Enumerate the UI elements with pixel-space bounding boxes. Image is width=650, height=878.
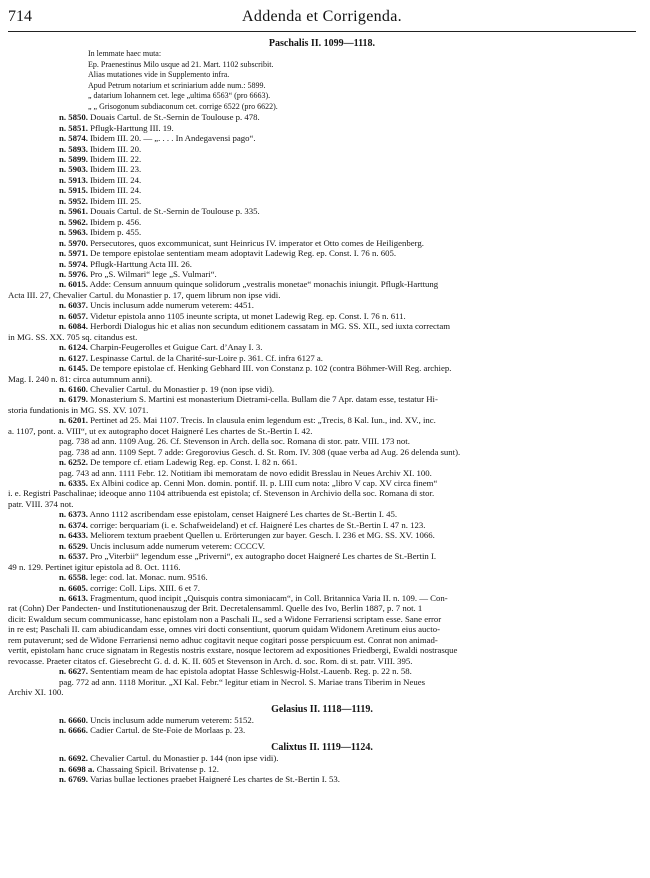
entry-line — [8, 530, 636, 540]
line-text: Uncis inclusum adde numerum veterem: CCCCV. — [87, 540, 265, 551]
entry-line — [8, 583, 636, 593]
line-text: Adde: Censum annuum quinque solidorum „vestralis monetae“ monachis iniungit. Pflugk-Harttung — [87, 279, 439, 290]
entry-line — [8, 133, 636, 143]
line-text: Videtur epistola anno 1105 ineunte scripta, ut monet Ladewig Reg. ep. Const. I. 76 n. 611. — [87, 310, 406, 321]
line-text: Ibidem III. 24. — [87, 174, 142, 185]
entry-number: n. 6124. — [59, 342, 88, 353]
section-gap — [8, 736, 636, 741]
entry-line — [8, 478, 636, 488]
section-heading: Paschalis II. 1099—1118. — [268, 38, 376, 49]
entry-number: n. 6179. — [59, 394, 88, 405]
entry-line — [8, 164, 636, 174]
entry-line — [8, 279, 636, 289]
line-text: Douais Cartul. de St.-Sernin de Toulouse p. 478. — [87, 112, 260, 123]
section-gap — [8, 698, 636, 703]
page-number: 714 — [8, 8, 32, 25]
entry-number: n. 6433. — [59, 530, 88, 541]
line-text: Ibidem III. 24. — [87, 185, 142, 196]
lemma-note-line — [8, 81, 636, 91]
entry-line — [8, 217, 636, 227]
entry-line — [8, 551, 636, 561]
lemma-note-line — [8, 91, 636, 101]
text-line — [8, 624, 636, 634]
line-text: corrige: Coll. Lips. XIII. 6 et 7. — [87, 582, 200, 593]
entry-number: n. 5899. — [59, 153, 88, 164]
entry-line — [8, 353, 636, 363]
entry-number: n. 5963. — [59, 227, 88, 238]
lemma-note-line — [8, 49, 636, 59]
line-text: Pflugk-Harttung III. 19. — [87, 122, 174, 133]
line-text: „ „ Grisogonum subdiaconum cet. corrige 6522 (pro 6622). — [88, 101, 278, 111]
text-line — [8, 436, 636, 446]
line-text: a. 1107, pont. a. VIII“, ut ex autographo docet Haigneré Les chartes de St.-Bertin I. 42. — [8, 425, 313, 436]
line-text: Chevalier Cartul. du Monastier p. 19 (non ipse vidi). — [87, 383, 275, 394]
entry-line — [8, 415, 636, 425]
entry-line — [8, 154, 636, 164]
line-text: Mag. I. 240 n. 81: circa autumnum anni). — [8, 373, 153, 384]
text-line — [8, 603, 636, 613]
entry-line — [8, 541, 636, 551]
entry-line — [8, 259, 636, 269]
entry-line — [8, 248, 636, 258]
line-text: Uncis inclusum adde numerum veterem: 5152. — [87, 715, 254, 725]
line-text: Cadier Cartul. de Ste-Foie de Morlaas p. 23. — [87, 725, 246, 736]
line-text: rem putaverunt; sed de Widone Ferrariensi nemo adhuc cogitavit neque cogitari posse perspicuum est. Conrat non animad- — [8, 634, 438, 645]
entry-line — [8, 753, 636, 763]
entry-number: n. 6613. — [59, 593, 88, 604]
text-line — [8, 468, 636, 478]
line-text: i. e. Registri Paschalinae; ideoque anno 1104 attribuenda est epistola; cf. Stevenson in Archivio della soc. Romana di stor. — [8, 488, 435, 499]
line-text: pag. 738 ad ann. 1109 Sept. 7 adde: Gregorovius Gesch. d. St. Rom. IV. 308 (quae verba ad Aug. 26 delenda sunt). — [59, 446, 461, 457]
entry-number: n. 6252. — [59, 457, 88, 468]
text-line — [8, 562, 636, 572]
line-text: pag. 743 ad ann. 1111 Febr. 12. Notitiam ibi memoratam de novo edidit Bresslau in Neues Archiv XI. 100. — [59, 467, 432, 478]
line-text: 49 n. 129. Pertinet igitur epistola ad 8. Oct. 1116. — [8, 561, 181, 572]
entry-line — [8, 321, 636, 331]
entry-number: n. 6666. — [59, 725, 88, 736]
line-text: Alias mutationes vide in Supplemento infra. — [88, 70, 230, 80]
text-line — [8, 426, 636, 436]
entry-number: n. 6037. — [59, 300, 88, 311]
entry-line — [8, 123, 636, 133]
line-text: revocasse. Praeter citatos cf. Giesebrecht G. d. d. K. II. 605 et Stevenson in Arch. d. soc. Rom. di st. patr. VIII. 395. — [8, 655, 413, 666]
entry-number: n. 5850. — [59, 112, 88, 123]
line-text: Pro „Viterbii“ legendum esse „Priverni“, ex autographo docet Haigneré Les chartes de St.-Bertin I. — [87, 551, 437, 562]
entry-number: n. 6529. — [59, 540, 88, 551]
entry-line — [8, 227, 636, 237]
text-line — [8, 614, 636, 624]
entry-number: n. 5915. — [59, 185, 88, 196]
entry-line — [8, 593, 636, 603]
line-text: dicit: Ewaldum secum communicasse, hanc epistolam non a Paschali II., sed a Widone Ferrariensi scriptam esse. Sane error — [8, 613, 442, 624]
line-text: vertit, epistolam hanc cruce signatam in Regestis nostris exstare, nosque lectorem ad expositiones Friedbergi, Ewaldi nostrasque — [8, 645, 458, 656]
line-text: Ibidem p. 455. — [87, 227, 142, 238]
line-text: Ibidem III. 25. — [87, 195, 142, 206]
line-text: pag. 738 ad ann. 1109 Aug. 26. Cf. Stevenson in Arch. della soc. Romana di stor. patr. VIII. 173 not. — [59, 436, 410, 447]
entry-line — [8, 715, 636, 725]
entry-line — [8, 300, 636, 310]
line-text: Pflugk-Harttung Acta III. 26. — [87, 258, 192, 269]
entry-line — [8, 175, 636, 185]
entry-number: n. 6627. — [59, 666, 88, 677]
entry-number: n. 6145. — [59, 363, 88, 374]
line-text: Chevalier Cartul. du Monastier p. 144 (non ipse vidi). — [87, 753, 279, 764]
line-text: Fragmentum, quod incipit „Quisquis contra simoniacam“, in Coll. Britannica Varia II. n. 109. — Con- — [87, 593, 448, 604]
entry-line — [8, 363, 636, 373]
entry-number: n. 5974. — [59, 258, 88, 269]
entry-number: n. 6692. — [59, 753, 88, 764]
line-text: De tempore epistolae sententiam meam adoptavit Ladewig Reg. ep. Const. I. 76 n. 605. — [87, 248, 397, 259]
line-text: Chassaing Spicil. Brivatense p. 12. — [94, 763, 219, 774]
entry-line — [8, 572, 636, 582]
line-text: Ibidem III. 23. — [87, 164, 142, 175]
entry-number: n. 5971. — [59, 248, 88, 259]
entry-number: n. 5913. — [59, 174, 88, 185]
running-header — [8, 8, 636, 30]
text-line — [8, 635, 636, 645]
entry-number: n. 5952. — [59, 195, 88, 206]
line-text: Apud Petrum notarium et scriniarium adde num.: 5899. — [88, 80, 266, 90]
header-rule — [8, 31, 636, 32]
entry-number: n. 5903. — [59, 164, 88, 175]
line-text: pag. 772 ad ann. 1118 Moritur. „XI Kal. Febr.“ legitur etiam in Necrol. S. Mariae trans Tiberim in Neues — [59, 676, 426, 687]
line-text: Charpin-Feugerolles et Guigue Cart. d’Anay I. 3. — [87, 342, 263, 353]
entry-number: n. 6769. — [59, 774, 88, 785]
line-text: lege: cod. lat. Monac. num. 9516. — [87, 572, 208, 583]
entry-number: n. 6201. — [59, 415, 88, 426]
line-text: patr. VIII. 374 not. — [8, 498, 74, 509]
entry-number: n. 6605. — [59, 582, 88, 593]
entry-number: n. 6127. — [59, 352, 88, 363]
line-text: Acta III. 27, Chevalier Cartul. du Monastier p. 17, quem librum non ipse vidi. — [8, 289, 281, 300]
entry-number: n. 5893. — [59, 143, 88, 154]
line-text: corrige: berquariam (i. e. Schafweideland) et cf. Haigneré Les chartes de St.-Bertin I. 47 n. 123. — [87, 519, 426, 530]
entry-number: n. 5851. — [59, 122, 88, 133]
entry-number: n. 5962. — [59, 216, 88, 227]
entry-line — [8, 196, 636, 206]
entry-line — [8, 144, 636, 154]
entry-number: n. 6698 a. — [59, 763, 95, 774]
line-text: Ibidem III. 22. — [87, 153, 142, 164]
line-text: In lemmate haec muta: — [88, 49, 162, 59]
entry-number: n. 6558. — [59, 572, 88, 583]
entry-number: n. 6373. — [59, 509, 88, 520]
entry-line — [8, 725, 636, 735]
entry-number: n. 6335. — [59, 478, 88, 489]
line-text: Douais Cartul. de St.-Sernin de Toulouse p. 335. — [87, 206, 260, 217]
line-text: Persecutores, quos excommunicat, sunt Heinricus IV. imperator et Otto comes de Heiligenberg. — [87, 237, 424, 248]
text-line — [8, 656, 636, 666]
line-text: Ex Albini codice ap. Cenni Mon. domin. pontif. II. p. LIII cum nota: „libro V cap. XV circa finem“ — [87, 478, 438, 489]
line-text: Pertinet ad 25. Mai 1107. Trecis. In clausula enim legendum est: „Trecis, 8 Kal. Iun., ind. XV., inc. — [87, 415, 436, 426]
lemma-note-line — [8, 70, 636, 80]
entry-line — [8, 509, 636, 519]
text-line — [8, 677, 636, 687]
line-text: Uncis inclusum adde numerum veterem: 4451. — [87, 300, 254, 311]
text-line — [8, 405, 636, 415]
text-line — [8, 488, 636, 498]
lemma-note-line — [8, 60, 636, 70]
lemma-note-line — [8, 102, 636, 112]
entry-line — [8, 342, 636, 352]
line-text: Varias bullae lectiones praebet Haigneré Les chartes de St.-Bertin I. 53. — [87, 774, 340, 785]
line-text: Archiv XI. 100. — [8, 687, 64, 698]
entry-number: n. 5976. — [59, 268, 88, 279]
entry-line — [8, 394, 636, 404]
line-text: De tempore epistolae cf. Henking Gebhard III. von Constanz p. 102 (contra Böhmer-Will Reg. archiep. — [87, 363, 452, 374]
line-text: Ibidem III. 20. — [87, 143, 142, 154]
entry-line — [8, 238, 636, 248]
entry-number: n. 5874. — [59, 133, 88, 144]
entry-line — [8, 269, 636, 279]
entry-number: n. 5970. — [59, 237, 88, 248]
entry-number: n. 6160. — [59, 383, 88, 394]
entry-line — [8, 112, 636, 122]
line-text: Ibidem p. 456. — [87, 216, 142, 227]
entry-line — [8, 185, 636, 195]
line-text: Meliorem textum praebent Quellen u. Erörterungen zur bayer. Gesch. I. 236 et MG. SS. XV. 1066. — [87, 530, 435, 541]
entry-number: n. 6660. — [59, 715, 88, 725]
entry-line — [8, 520, 636, 530]
entry-number: n. 5961. — [59, 206, 88, 217]
line-text: „ datarium Iohannem cet. lege „ultima 6563“ (pro 6663). — [88, 91, 271, 101]
line-text: Herbordi Dialogus hic et alias non secundum editionem cassatam in MG. SS. XII., sed iuxta correctam — [87, 321, 451, 332]
text-line — [8, 499, 636, 509]
line-text: Anno 1112 ascribendam esse epistolam, censet Haigneré Les chartes de St.-Bertin I. 45. — [87, 509, 398, 520]
text-line — [8, 374, 636, 384]
running-title: Addenda et Corrigenda. — [242, 8, 402, 25]
text-line — [8, 447, 636, 457]
line-text: De tempore cf. etiam Ladewig Reg. ep. Const. I. 82 n. 661. — [87, 457, 298, 468]
entry-line — [8, 774, 636, 784]
line-text: Pro „S. Wilmari“ lege „S. Vulmari“. — [87, 268, 217, 279]
line-text: Ibidem III. 20. — „. . . . In Andegavensi pago“. — [87, 133, 256, 144]
entry-line — [8, 457, 636, 467]
text-line — [8, 290, 636, 300]
entry-line — [8, 206, 636, 216]
line-text: rat (Cohn) Der Pandecten- und Institutionenauszug der Brit. Decretalensamml. Quelle des Ivo, Berlin 1887, p. 7 not. 1 — [8, 603, 423, 614]
entry-number: n. 6374. — [59, 519, 88, 530]
entry-number: n. 6057. — [59, 310, 88, 321]
line-text: storia fundationis in MG. SS. XV. 1071. — [8, 404, 149, 415]
line-text: Lespinasse Cartul. de la Charité-sur-Loire p. 361. Cf. infra 6127 a. — [87, 352, 323, 363]
text-line — [8, 687, 636, 697]
line-text: in re est; Paschali II. cam abiudicandam esse, omnes viri docti consentiunt, quorum quidam Widonem Aretinum eius aucto- — [8, 624, 441, 635]
entry-line — [8, 311, 636, 321]
section-heading: Calixtus II. 1119—1124. — [271, 741, 373, 753]
section-heading: Gelasius II. 1118—1119. — [271, 703, 373, 715]
text-line — [8, 332, 636, 342]
entry-line — [8, 764, 636, 774]
line-text: Monasterium S. Martini est monasterium Dietrami-cella. Bullam die 7 Apr. datam esse, testatur Hi- — [87, 394, 438, 405]
line-text: Sententiam meam de hac epistola adoptat Hasse Schleswig-Holst.-Lauenb. Reg. p. 22 n. 58. — [87, 666, 412, 677]
line-text: in MG. SS. XX. 705 sq. citandus est. — [8, 331, 138, 342]
body-text — [8, 37, 636, 785]
text-line — [8, 645, 636, 655]
entry-number: n. 6537. — [59, 551, 88, 562]
line-text: Ep. Praenestinus Milo usque ad 21. Mart. 1102 subscribit. — [88, 59, 274, 69]
entry-number: n. 6015. — [59, 279, 88, 290]
entry-line — [8, 666, 636, 676]
entry-number: n. 6084. — [59, 321, 88, 332]
entry-line — [8, 384, 636, 394]
